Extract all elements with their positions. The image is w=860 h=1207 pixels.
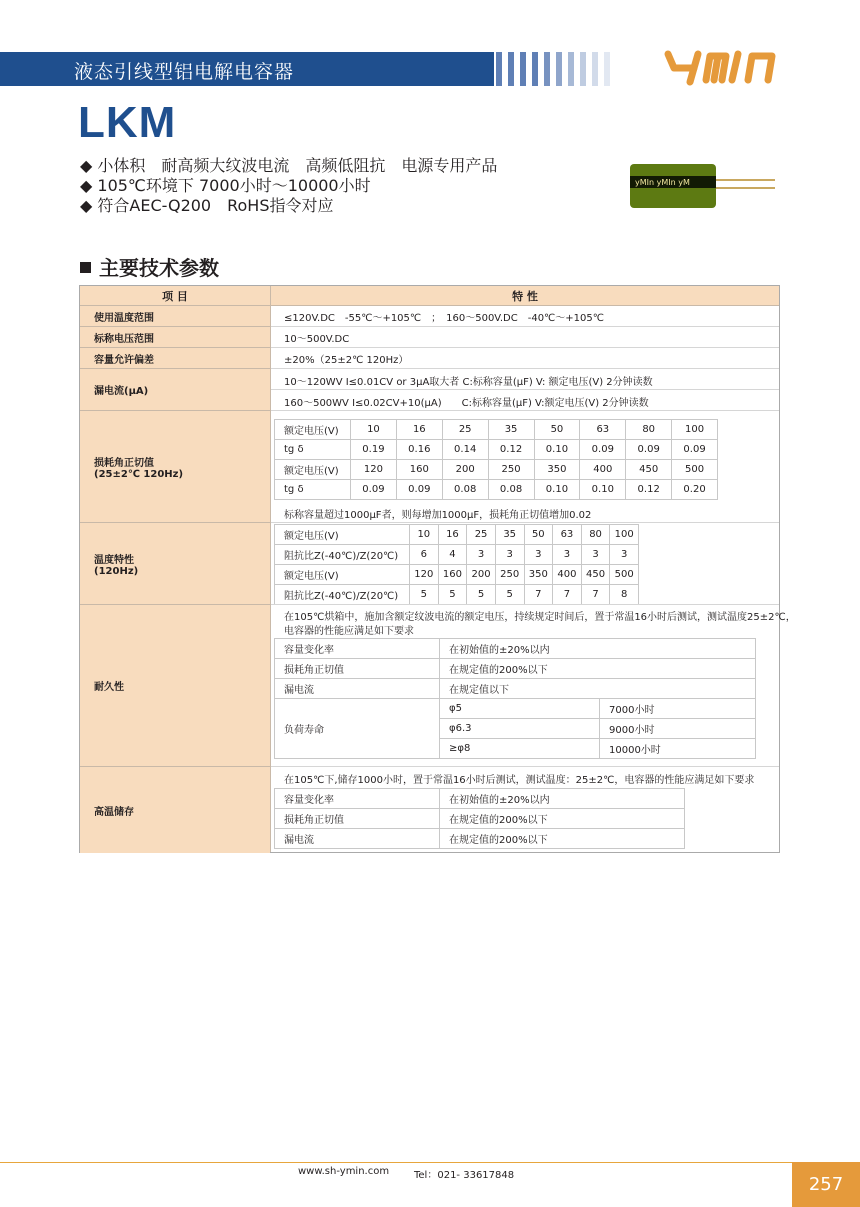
row-divider xyxy=(271,522,779,523)
table-cell: 10000小时 xyxy=(600,739,756,759)
table-cell: 0.14 xyxy=(442,440,488,460)
table-row xyxy=(275,460,718,480)
table-cell: 5 xyxy=(467,585,496,605)
temp-char-condition: (120Hz) xyxy=(94,565,139,577)
storage-desc: 在105℃下,储存1000小时，置于常温16小时后测试，测试温度：25±2℃，电容器的性能应满足如下要求 xyxy=(284,775,755,786)
table-cell: 350 xyxy=(534,460,580,480)
table-row xyxy=(275,480,718,500)
table-cell: 100 xyxy=(610,525,639,545)
table-row xyxy=(275,639,756,659)
table-cell: tg δ xyxy=(275,480,351,500)
footer-tel: Tel：021- 33617848 xyxy=(414,1170,515,1181)
row-divider xyxy=(271,389,779,390)
endurance-table xyxy=(274,638,756,759)
table-cell: ≥φ8 xyxy=(440,739,600,759)
table-cell: 10 xyxy=(410,525,439,545)
table-cell: 35 xyxy=(488,420,534,440)
table-cell: 损耗角正切值 xyxy=(275,809,440,829)
row-divider xyxy=(271,326,779,327)
table-cell: 50 xyxy=(524,525,553,545)
table-cell: 5 xyxy=(438,585,467,605)
row-divider xyxy=(271,368,779,369)
table-cell: 额定电压(V) xyxy=(275,460,351,480)
column-divider xyxy=(270,286,271,852)
table-cell: 0.10 xyxy=(580,480,626,500)
value-temp-range: ≤120V.DC -55℃～+105℃ ； 160～500V.DC -40℃～+105℃ xyxy=(284,313,604,324)
table-row xyxy=(275,565,639,585)
label-storage: 高温储存 xyxy=(80,767,270,853)
capacitor-print: yMIn yMIn yM xyxy=(635,178,690,187)
table-cell: 16 xyxy=(396,420,442,440)
table-row xyxy=(275,829,685,849)
temp-char-table xyxy=(274,524,639,605)
feature-item: ◆ 小体积 耐高频大纹波电流 高频低阻抗 电源专用产品 xyxy=(80,156,498,175)
value-leakage-line1: 10～120WV I≤0.01CV or 3μA取大者 C:标称容量(μF) V: 额定电压(V) 2分钟读数 xyxy=(284,377,653,388)
table-cell: 3 xyxy=(495,545,524,565)
value-leakage-line2: 160～500WV I≤0.02CV+10(μA) C:标称容量(μF) V:额定电压(V) 2分钟读数 xyxy=(284,398,649,409)
table-cell: 250 xyxy=(488,460,534,480)
table-cell: 16 xyxy=(438,525,467,545)
row-divider xyxy=(271,604,779,605)
table-cell: 容量变化率 xyxy=(275,789,440,809)
table-cell: 0.12 xyxy=(626,480,672,500)
table-cell: 0.09 xyxy=(396,480,442,500)
label-leakage: 漏电流(μA) xyxy=(80,369,270,411)
header-item: 项 目 xyxy=(80,286,270,306)
header-stripes xyxy=(494,52,624,86)
table-cell: 400 xyxy=(580,460,626,480)
table-cell: 7 xyxy=(524,585,553,605)
table-cell: 额定电压(V) xyxy=(275,420,351,440)
table-cell: 在初始值的±20%以内 xyxy=(440,639,756,659)
table-cell: 3 xyxy=(524,545,553,565)
table-cell: 9000小时 xyxy=(600,719,756,739)
value-cap-tolerance: ±20%（25±2℃ 120Hz） xyxy=(284,355,409,366)
table-cell: 阻抗比Z(-40℃)/Z(20℃) xyxy=(275,545,410,565)
table-cell: 损耗角正切值 xyxy=(275,659,440,679)
table-cell: 35 xyxy=(495,525,524,545)
table-cell: 0.09 xyxy=(580,440,626,460)
table-cell: 0.10 xyxy=(534,480,580,500)
table-cell: φ6.3 xyxy=(440,719,600,739)
table-cell: 25 xyxy=(467,525,496,545)
table-cell: 负荷寿命 xyxy=(275,699,440,759)
table-cell: 阻抗比Z(-40℃)/Z(20℃) xyxy=(275,585,410,605)
value-voltage-range: 10～500V.DC xyxy=(284,334,350,345)
table-row xyxy=(275,545,639,565)
table-cell: 0.09 xyxy=(626,440,672,460)
table-cell: 4 xyxy=(438,545,467,565)
table-cell: 3 xyxy=(553,545,582,565)
table-cell: 450 xyxy=(581,565,610,585)
table-cell: 160 xyxy=(396,460,442,480)
table-cell: 3 xyxy=(467,545,496,565)
table-cell: 63 xyxy=(553,525,582,545)
table-cell: 额定电压(V) xyxy=(275,525,410,545)
spec-table xyxy=(79,285,796,853)
label-temp-range: 使用温度范围 xyxy=(80,306,270,327)
feature-list xyxy=(80,156,497,216)
capacitor-image xyxy=(625,160,775,210)
table-cell: 80 xyxy=(581,525,610,545)
table-cell: 200 xyxy=(442,460,488,480)
table-cell: 在规定值的200%以下 xyxy=(440,809,685,829)
table-cell: 250 xyxy=(495,565,524,585)
page-number: 257 xyxy=(792,1162,860,1207)
table-row xyxy=(275,420,718,440)
label-tan-delta xyxy=(80,411,270,523)
feature-item: ◆ 105℃环境下 7000小时～10000小时 xyxy=(80,176,371,195)
footer-line xyxy=(0,1162,860,1163)
table-cell: 63 xyxy=(580,420,626,440)
table-cell: 0.08 xyxy=(488,480,534,500)
temp-char-label: 温度特性 xyxy=(94,554,134,566)
table-cell: 200 xyxy=(467,565,496,585)
table-cell: 160 xyxy=(438,565,467,585)
table-cell: 0.12 xyxy=(488,440,534,460)
table-cell: 额定电压(V) xyxy=(275,565,410,585)
tan-delta-note: 标称容量超过1000μF者，则每增加1000μF，损耗角正切值增加0.02 xyxy=(284,510,592,521)
table-cell: 0.09 xyxy=(351,480,397,500)
table-row xyxy=(275,789,685,809)
table-cell: 80 xyxy=(626,420,672,440)
table-row xyxy=(275,659,756,679)
table-cell: φ5 xyxy=(440,699,600,719)
table-row xyxy=(275,525,639,545)
storage-table xyxy=(274,788,685,849)
table-cell: 500 xyxy=(610,565,639,585)
endurance-desc-1: 在105℃烘箱中，施加含额定纹波电流的额定电压，持续规定时间后，置于常温16小时后测试，测试温度25±2℃， xyxy=(284,612,796,623)
tan-delta-condition: (25±2℃ 120Hz) xyxy=(94,468,184,480)
table-cell: 7 xyxy=(553,585,582,605)
table-cell: tg δ xyxy=(275,440,351,460)
label-temp-char xyxy=(80,523,270,605)
header-characteristic: 特 性 xyxy=(271,286,779,306)
table-cell: 450 xyxy=(626,460,672,480)
table-cell: 6 xyxy=(410,545,439,565)
table-cell: 5 xyxy=(495,585,524,605)
table-cell: 0.16 xyxy=(396,440,442,460)
table-cell: 在规定值的200%以下 xyxy=(440,829,685,849)
label-endurance: 耐久性 xyxy=(80,605,270,767)
table-cell: 50 xyxy=(534,420,580,440)
table-row xyxy=(275,809,685,829)
table-cell: 漏电流 xyxy=(275,829,440,849)
table-cell: 容量变化率 xyxy=(275,639,440,659)
table-cell: 25 xyxy=(442,420,488,440)
table-row xyxy=(275,699,756,719)
table-cell: 3 xyxy=(610,545,639,565)
footer-url[interactable]: www.sh-ymin.com xyxy=(298,1166,390,1177)
table-cell: 0.08 xyxy=(442,480,488,500)
table-cell: 10 xyxy=(351,420,397,440)
label-cap-tolerance: 容量允许偏差 xyxy=(80,348,270,369)
table-row xyxy=(275,679,756,699)
table-cell: 0.09 xyxy=(672,440,718,460)
table-cell: 0.20 xyxy=(672,480,718,500)
table-cell: 500 xyxy=(672,460,718,480)
table-cell: 在规定值以下 xyxy=(440,679,756,699)
label-voltage-range: 标称电压范围 xyxy=(80,327,270,348)
table-cell: 7000小时 xyxy=(600,699,756,719)
model-name: LKM xyxy=(78,98,177,147)
table-cell: 400 xyxy=(553,565,582,585)
table-row xyxy=(275,585,639,605)
table-cell: 7 xyxy=(581,585,610,605)
table-cell: 在规定值的200%以下 xyxy=(440,659,756,679)
row-divider xyxy=(271,766,779,767)
tan-delta-table xyxy=(274,419,718,500)
table-cell: 3 xyxy=(581,545,610,565)
row-divider xyxy=(271,347,779,348)
table-cell: 0.19 xyxy=(351,440,397,460)
row-divider xyxy=(271,410,779,411)
table-cell: 120 xyxy=(410,565,439,585)
tan-delta-label: 损耗角正切值 xyxy=(94,457,154,469)
ymin-logo xyxy=(660,44,784,88)
endurance-desc-2: 电容器的性能应满足如下要求 xyxy=(284,626,414,637)
section-title: 主要技术参数 xyxy=(80,252,219,281)
table-row xyxy=(275,440,718,460)
table-cell: 8 xyxy=(610,585,639,605)
table-cell: 5 xyxy=(410,585,439,605)
table-cell: 350 xyxy=(524,565,553,585)
table-cell: 120 xyxy=(351,460,397,480)
table-cell: 在初始值的±20%以内 xyxy=(440,789,685,809)
table-cell: 0.10 xyxy=(534,440,580,460)
feature-item: ◆ 符合AEC-Q200 RoHS指令对应 xyxy=(80,196,334,215)
page-title: 液态引线型铝电解电容器 xyxy=(74,61,295,83)
table-cell: 100 xyxy=(672,420,718,440)
table-cell: 漏电流 xyxy=(275,679,440,699)
